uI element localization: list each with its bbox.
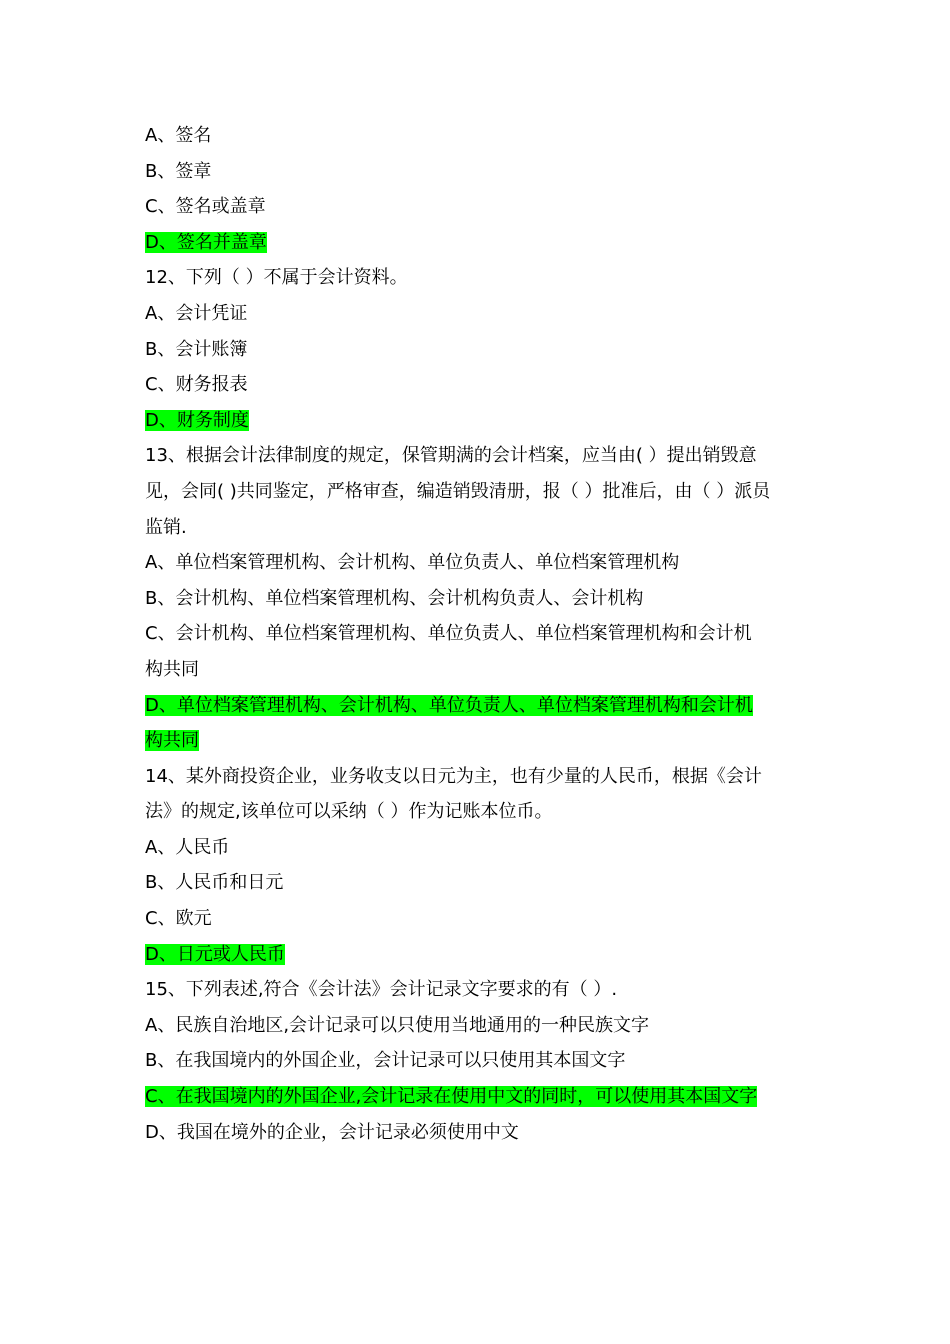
option-c: C、财务报表: [145, 374, 248, 396]
answer-highlight: D、日元或人民币: [145, 943, 285, 965]
question-13: [145, 438, 815, 758]
question-stem-line: 法》的规定,该单位可以采纳（ ）作为记账本位币。: [145, 801, 553, 823]
option-b: B、在我国境内的外国企业，会计记录可以只使用其本国文字: [145, 1050, 626, 1072]
option-c: C、签名或盖章: [145, 196, 266, 218]
question-stem-line: 13、根据会计法律制度的规定，保管期满的会计档案，应当由( ）提出销毁意: [145, 445, 757, 467]
answer-highlight: D、签名并盖章: [145, 231, 267, 253]
option-b: B、会计账簿: [145, 338, 248, 360]
document-page: [145, 118, 815, 1150]
question-stem-line: 14、某外商投资企业，业务收支以日元为主，也有少量的人民币，根据《会计: [145, 765, 762, 787]
option-b: B、签章: [145, 160, 212, 182]
option-d: D、我国在境外的企业，会计记录必须使用中文: [145, 1121, 519, 1143]
question-stem: 12、下列（ ）不属于会计资料。: [145, 267, 408, 289]
option-b: B、会计机构、单位档案管理机构、会计机构负责人、会计机构: [145, 587, 644, 609]
question-stem-line: 见，会同( )共同鉴定，严格审查，编造销毁清册，报（ ）批准后，由（ ）派员: [145, 480, 771, 502]
question-14: [145, 759, 815, 973]
answer-highlight: D、财务制度: [145, 409, 249, 431]
option-d-correct: [145, 403, 815, 439]
answer-highlight: D、单位档案管理机构、会计机构、单位负责人、单位档案管理机构和会计机: [145, 694, 753, 716]
option-a: A、签名: [145, 125, 212, 146]
option-d-correct: [145, 225, 815, 261]
option-b: B、人民币和日元: [145, 872, 284, 894]
option-a: A、单位档案管理机构、会计机构、单位负责人、单位档案管理机构: [145, 552, 680, 574]
option-c: C、会计机构、单位档案管理机构、单位负责人、单位档案管理机构和会计机 构共同: [145, 623, 752, 680]
option-d-correct: [145, 688, 815, 759]
option-a: A、会计凭证: [145, 302, 248, 324]
question-stem: 15、下列表述,符合《会计法》会计记录文字要求的有（ ）.: [145, 979, 618, 1001]
option-a: A、民族自治地区,会计记录可以只使用当地通用的一种民族文字: [145, 1014, 650, 1036]
answer-highlight: 构共同: [145, 730, 199, 752]
option-c: C、欧元: [145, 908, 212, 930]
question-11: [145, 118, 815, 260]
option-a: A、人民币: [145, 836, 230, 858]
question-12: [145, 260, 815, 438]
question-stem-line: 监销.: [145, 516, 187, 538]
option-d-correct: [145, 937, 815, 973]
answer-highlight: C、在我国境内的外国企业,会计记录在使用中文的同时，可以使用其本国文字: [145, 1086, 758, 1108]
option-c-correct: [145, 1079, 815, 1115]
question-15: [145, 972, 815, 1150]
